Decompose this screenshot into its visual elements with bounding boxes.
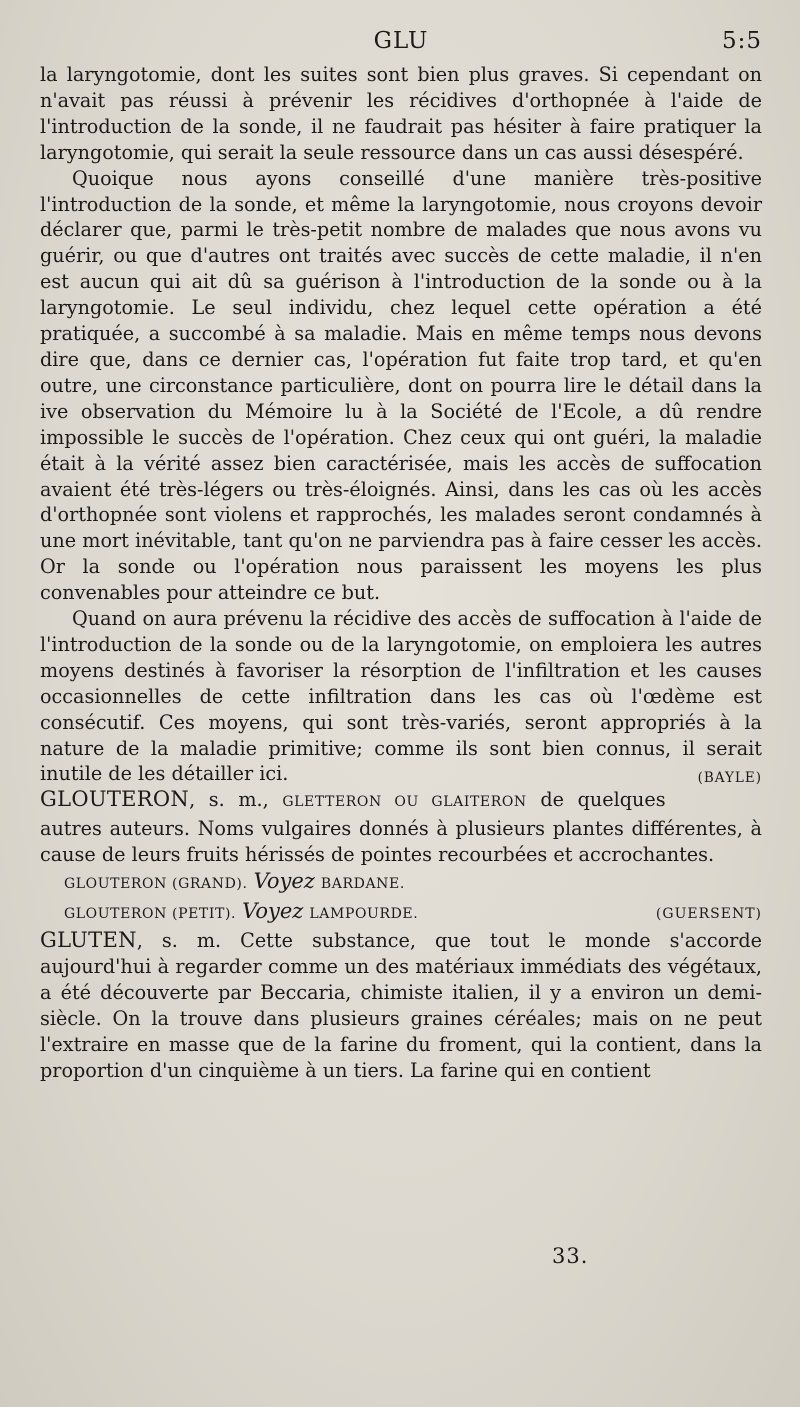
grammar-glouteron: , s. m.,: [189, 788, 283, 812]
author-signature-bayle: (BAYLE): [697, 770, 762, 787]
headword-gluten: GLUTEN: [40, 928, 137, 953]
page-number: 5:5: [721, 28, 762, 54]
cross-reference-grand: [40, 868, 762, 898]
entry-gluten: [40, 928, 762, 1083]
definition-gluten: , s. m. Cette substance, que tout le monde s'accorde aujourd'hui à regarder comme un des matériaux immédiats des végétaux, a été découverte par Beccaria, chimiste italien, il y a environ un demi-siècle. On la trouve dans plusieurs graines céréales; mais on ne peut l'extraire en masse que de la farine du froment, qui la contient, dans la proportion d'un cinquième à un tiers. La farine qui en contient: [40, 929, 762, 1082]
xref-term-grand: GLOUTERON (GRAND).: [64, 876, 248, 893]
xref-see-grand: Voyez: [253, 869, 315, 894]
headword-glouteron: GLOUTERON: [40, 787, 190, 812]
cross-reference-petit: [40, 898, 762, 928]
variants-glouteron: GLETTERON OU GLAITERON: [282, 794, 527, 811]
definition-glouteron: de quelques autres auteurs. Noms vulgaires donnés à plusieurs plantes différentes, à cause de leurs fruits hérissés de pointes recourbées et accrochantes.: [40, 788, 762, 867]
paragraph-resorption-text: Quand on aura prévenu la récidive des accès de suffocation à l'aide de l'introduction de la sonde ou de la laryngotomie, on emploiera les autres moyens destinés à favoriser la résorption de l'infiltration et les causes occasionnelles de cette infiltration dans les cas où l'œdème est consécutif. Ces moyens, qui sont très-variés, seront appropriés à la nature de la maladie primitive; comme ils sont bien connus, il serait inutile de les détailler ici.: [40, 607, 762, 786]
xref-term-petit: GLOUTERON (PETIT).: [64, 906, 237, 923]
paragraph-continuation: la laryngotomie, dont les suites sont bien plus graves. Si cependant on n'avait pas réussi à prévenir les récidives d'orthopnée à l'aide de l'introduction de la sonde, il ne faudrait pas hésiter à faire pratiquer la laryngotomie, qui serait la seule ressource dans un cas aussi désespéré.: [40, 63, 762, 164]
signature-mark: 33.: [552, 1244, 589, 1268]
xref-target-petit: LAMPOURDE.: [309, 906, 419, 923]
xref-see-petit: Voyez: [242, 899, 304, 924]
running-head: [40, 28, 762, 62]
xref-target-grand: BARDANE.: [320, 876, 405, 893]
author-signature-guersent: (GUERSENT): [655, 906, 762, 923]
body-text: [40, 62, 762, 1084]
entry-glouteron: [40, 787, 762, 868]
paragraph-sonde-laryngotomie: Quoique nous ayons conseillé d'une manière très-positive l'introduction de la sonde, et même la laryngotomie, nous croyons devoir déclarer que, parmi le très-petit nombre de malades que nous avons vu guérir, ou que d'autres ont traités avec succès de cette maladie, il n'en est aucun qui ait dû sa guérison à l'introduction de la sonde ou à la laryngotomie. Le seul individu, chez lequel cette opération a été pratiquée, a succombé à sa maladie. Mais en même temps nous devons dire que, dans ce dernier cas, l'opération fut faite trop tard, et qu'en outre, une circonstance particulière, dont on pourra lire le détail dans la ive observation du Mémoire lu à la Société de l'Ecole, a dû rendre impossible le succès de l'opération. Chez ceux qui ont guéri, la maladie était à la vérité assez bien caractérisée, mais les accès de suffocation avaient été très-légers ou très-éloignés. Ainsi, dans les cas où les accès d'orthopnée sont violens et rapprochés, les malades seront condamnés à une mort inévitable, tant qu'on ne parviendra pas à faire cesser les accès. Or la sonde ou l'opération nous paraissent les moyens les plus convenables pour atteindre ce but.: [40, 166, 762, 605]
paragraph-resorption: [40, 606, 762, 787]
running-title: GLU: [373, 28, 429, 54]
